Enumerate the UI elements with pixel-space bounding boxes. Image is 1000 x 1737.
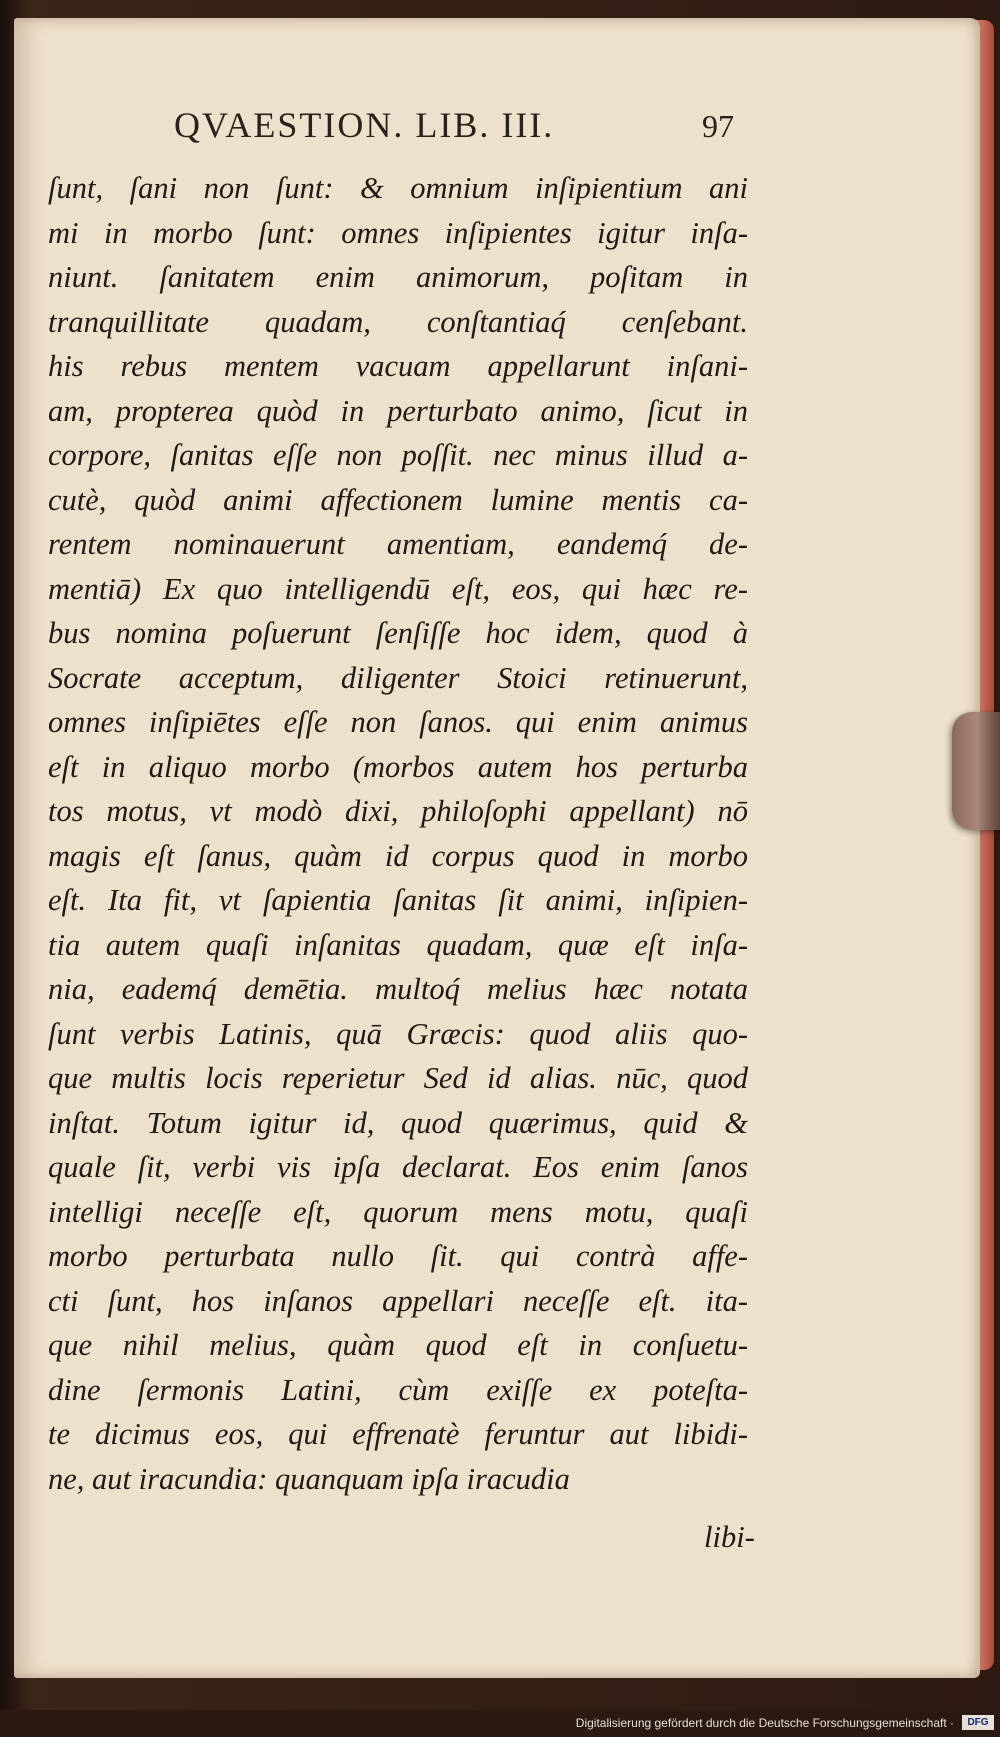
- footer-credit: Digitalisierung gefördert durch die Deutsche Forschungsgemeinschaft ·: [575, 1716, 954, 1730]
- text-line: quale ſit, verbi vis ipſa declarat. Eos enim ſanos: [48, 1150, 748, 1184]
- text-line: cti ſunt, hos inſanos appellari neceſſe eſt. ita-: [48, 1283, 748, 1318]
- text-line: his rebus mentem vacuam appellarunt inſani-: [48, 349, 748, 383]
- text-line: Socrate acceptum, diligenter Stoici retinuerunt,: [48, 660, 748, 695]
- text-line: que nihil melius, quàm quod eſt in conſuetu-: [48, 1328, 748, 1362]
- book-page: [14, 18, 980, 1678]
- text-line: morbo perturbata nullo ſit. qui contrà affe-: [48, 1239, 748, 1273]
- text-line: magis eſt ſanus, quàm id corpus quod in morbo: [48, 838, 748, 873]
- text-line: niunt. ſanitatem enim animorum, poſitam in: [48, 260, 748, 294]
- text-line: mentiā) Ex quo intelligendū eſt, eos, qui hæc re-: [48, 571, 748, 606]
- text-line: intelligi neceſſe eſt, quorum mens motu, quaſi: [48, 1194, 748, 1229]
- page-header: [174, 104, 754, 154]
- text-line: eſt. Ita fit, vt ſapientia ſanitas ſit animi, inſipien-: [48, 883, 748, 917]
- text-line: omnes inſipiētes eſſe non ſanos. qui enim animus: [48, 705, 748, 739]
- text-line: mi in morbo ſunt: omnes inſipientes igitur inſa-: [48, 215, 748, 250]
- text-line: ſunt verbis Latinis, quā Græcis: quod aliis quo-: [48, 1016, 748, 1051]
- text-block: [48, 166, 748, 1566]
- text-line: que multis locis reperietur Sed id alias. nūc, quod: [48, 1061, 748, 1095]
- dfg-logo-icon: DFG: [962, 1715, 994, 1730]
- text-line: tia autem quaſi inſanitas quadam, quæ eſt inſa-: [48, 927, 748, 962]
- text-line: ne, aut iracundia: quanquam ipſa iracudia: [48, 1461, 570, 1496]
- text-line: ſunt, ſani non ſunt: & omnium inſipientium ani: [48, 171, 748, 205]
- text-line: inſtat. Totum igitur id, quod quærimus, quid &: [48, 1105, 748, 1140]
- text-line: corpore, ſanitas eſſe non poſſit. nec minus illud a-: [48, 438, 748, 472]
- text-line: dine ſermonis Latini, cùm exiſſe ex poteſta-: [48, 1372, 748, 1407]
- text-line: tos motus, vt modò dixi, philoſophi appellant) nō: [48, 794, 748, 828]
- text-line: bus nomina poſuerunt ſenſiſſe hoc idem, quod à: [48, 616, 748, 650]
- text-line: am, propterea quòd in perturbato animo, ſicut in: [48, 393, 748, 428]
- text-line: tranquillitate quadam, conſtantiaq́ cenſebant.: [48, 304, 748, 339]
- text-line: cutè, quòd animi affectionem lumine mentis ca-: [48, 482, 748, 517]
- text-line: te dicimus eos, qui effrenatè feruntur aut libidi-: [48, 1417, 748, 1451]
- running-head: QVAESTION. LIB. III.: [174, 105, 555, 145]
- text-line: nia, eademq́ demētia. multoq́ melius hæc notata: [48, 972, 748, 1006]
- text-line: rentem nominauerunt amentiam, eandemq́ de-: [48, 527, 748, 561]
- page-number: 97: [702, 108, 734, 144]
- text-line: eſt in aliquo morbo (morbos autem hos perturba: [48, 749, 748, 784]
- footer-bar: [0, 1710, 1000, 1737]
- catchword: libi-: [704, 1520, 755, 1554]
- book-clasp: [952, 712, 1000, 830]
